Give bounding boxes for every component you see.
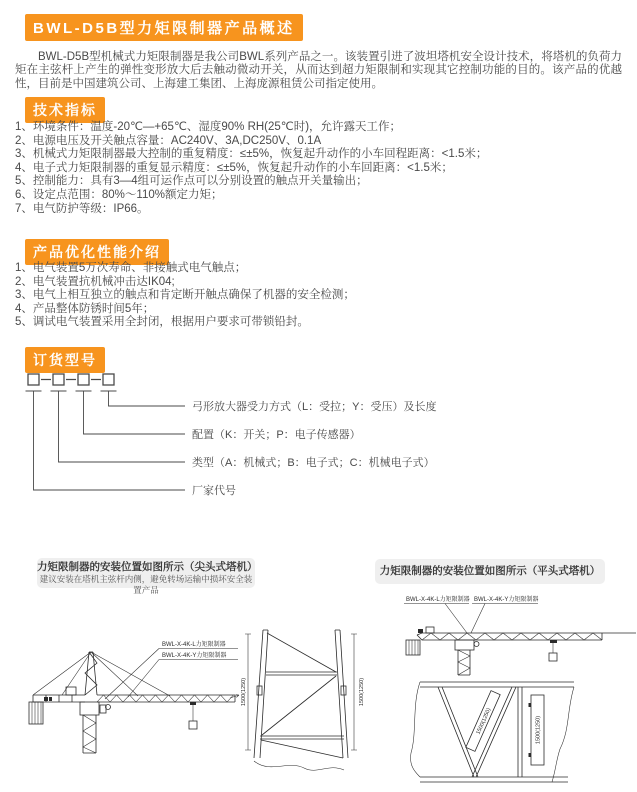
detail-top-chord — [420, 682, 574, 687]
tech-indicators-badge: 技术指标 — [25, 97, 105, 123]
caption-subtitle: 建议安装在塔机主弦杆内侧，避免转场运输中损坏安全装置产品 — [39, 574, 253, 595]
model-box — [78, 374, 89, 385]
install-caption-flat-top — [375, 559, 605, 584]
list-item: 2、电气装置抗机械冲击达IK04; — [15, 275, 175, 288]
mast-section-detail-drawing — [230, 628, 395, 792]
mast-chords — [83, 715, 96, 753]
model-box — [28, 374, 39, 385]
leader-line — [471, 604, 485, 634]
counterweight-stripes — [409, 640, 418, 655]
detail-bottom-chord — [420, 777, 568, 782]
hook-block — [549, 653, 557, 661]
jib-chords — [417, 633, 636, 640]
dimension-label: 1500(1250) — [475, 707, 493, 736]
list-item: 1、环境条件：温度-20℃—+65℃、湿度90% RH(25℃时)，允许露天工作； — [15, 121, 402, 133]
leader-line — [445, 604, 467, 634]
limiter-device-diagonal — [466, 691, 500, 752]
leader-line — [109, 391, 186, 406]
optimization-list — [15, 262, 355, 330]
tie-bars — [33, 652, 170, 696]
leader-line — [84, 391, 186, 434]
limiter-label: BWL-X-4K-L力矩限制器 — [162, 642, 226, 648]
tech-indicator-list — [15, 121, 487, 216]
counter-jib — [33, 695, 85, 702]
clamp — [529, 753, 532, 757]
clamp — [529, 703, 532, 707]
leader-line — [105, 649, 159, 700]
list-item: 4、电子式力矩限制器的重复显示精度：≤±5%，恢复起升动作的小车回距离：<1.5米； — [15, 161, 453, 174]
model-label: 厂家代号 — [192, 485, 236, 497]
machinery-block — [66, 687, 76, 695]
model-number-diagram — [15, 370, 615, 505]
crane-drawing-flat-top — [390, 593, 637, 792]
limiter-device-vertical — [529, 695, 545, 765]
install-caption-pointed-top — [37, 558, 258, 595]
leader-line — [128, 660, 159, 698]
vertical-member — [518, 687, 522, 777]
limiter-label: BWL-X-4K-Y力矩限制器 — [474, 597, 539, 603]
list-item: 5、调试电气装置采用全封闭，根据用户要求可带锁铅封。 — [15, 316, 309, 329]
list-item: 7、电气防护等级：IP66。 — [15, 202, 149, 215]
hoist-motor — [418, 629, 423, 633]
jib-lattice — [97, 695, 234, 702]
list-item: 3、电气上相互独立的触点和肯定断开触点确保了机器的安全检测； — [15, 289, 355, 302]
mast-lattice — [83, 715, 96, 753]
model-box — [53, 374, 64, 385]
optimization-badge: 产品优化性能介绍 — [25, 239, 169, 265]
trolley — [550, 640, 557, 643]
break-line-right — [552, 687, 574, 782]
list-item: 1、电气装置5万次寿命、非接触式电气触点； — [15, 262, 247, 274]
dimension-label: 1500(1250) — [535, 715, 542, 745]
cab — [100, 705, 106, 713]
limiter-label: BWL-X-4K-L力矩限制器 — [406, 597, 470, 603]
list-item: 3、机械式力矩限制器最大控制的重复精度：≤±5%，恢复起升动作的小车回程距离：<1.5米； — [15, 148, 488, 161]
joint-plate — [257, 686, 262, 695]
break-line-left — [411, 682, 420, 777]
overview-paragraph: BWL-D5B型机械式力矩限制器是我公司BWL系列产品之一。该装置引进了波坦塔机安全设计技术，将塔机的负荷力矩在主弦杆上产生的弹性变形放大后去触动微动开关，从而达到超力矩限制和实现其它控制功能的目的。该产品的优越性，目前是中国建筑公司、上海建工集团、上海庞源租赁公司指定使用。 — [15, 50, 622, 91]
trolley — [190, 702, 196, 705]
list-item: 5、控制能力：具有3—4组可运作点可以分别设置的触点开关量输出； — [15, 175, 368, 188]
caption-title: 力矩限制器的安装位置如图所示（尖头式塔机） — [37, 561, 258, 573]
cab-window — [474, 642, 479, 647]
ordering-badge: 订货型号 — [25, 347, 105, 373]
counterweight-stripes — [32, 702, 41, 724]
mast-lattice — [458, 650, 470, 675]
horizontal-braces — [260, 672, 344, 739]
model-box — [103, 374, 114, 385]
turntable — [80, 702, 99, 715]
machinery-block — [426, 627, 434, 633]
list-item: 6、设定点范围：80%～110%额定力矩； — [15, 188, 223, 201]
list-item: 2、电源电压及开关触点容量：AC240V、3A,DC250V、0.1A — [15, 134, 322, 147]
limiter-label: BWL-X-4K-Y力矩限制器 — [162, 653, 227, 659]
dimension-line — [351, 634, 357, 750]
overview-title-badge: BWL-D5B型力矩限制器产品概述 — [25, 14, 303, 41]
caption-title: 力矩限制器的安装位置如图所示（平头式塔机） — [379, 565, 601, 577]
hoist-motor — [44, 697, 48, 701]
list-item: 4、产品整体防锈时间5年； — [15, 302, 155, 315]
break-line — [254, 761, 344, 770]
turntable — [455, 640, 474, 650]
leader-line — [59, 391, 186, 462]
model-label: 类型（A：机械式；B：电子式；C：机械电子式） — [192, 457, 435, 469]
leader-arrow — [230, 695, 239, 698]
dimension-label: 1500(1250) — [359, 677, 365, 707]
crane-drawing-pointed-top — [20, 633, 240, 792]
hoist-motor — [49, 697, 52, 701]
dimension-label: 1500(1250) — [241, 677, 247, 707]
model-label: 弓形放大器受力方式（L：受拉；Y：受压）及长度 — [192, 401, 437, 413]
hook-block — [189, 721, 197, 729]
model-label: 配置（K：开关；P：电子传感器） — [192, 429, 361, 441]
jib-lattice — [422, 633, 602, 640]
